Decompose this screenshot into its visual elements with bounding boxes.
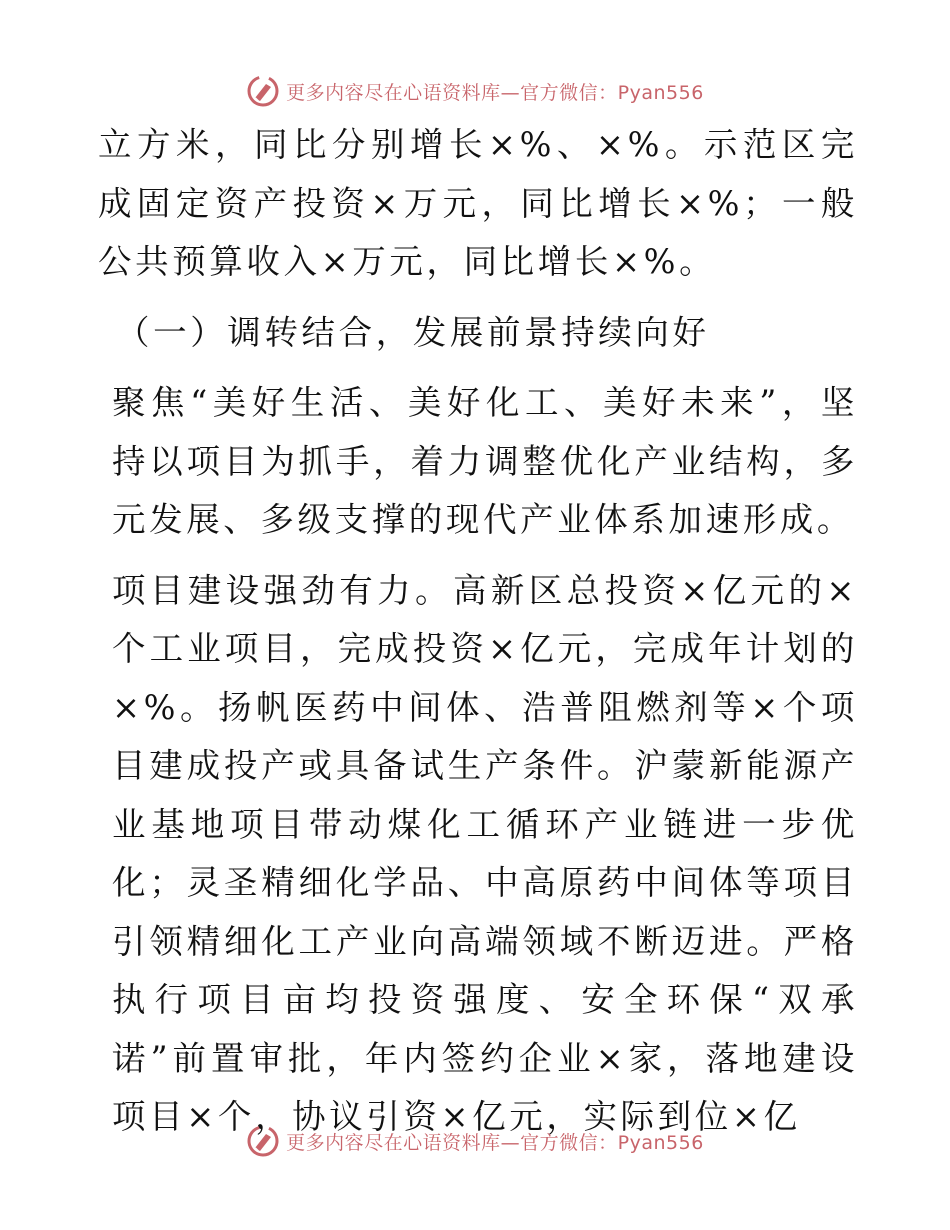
banner-text: 更多内容尽在心语资料库—官方微信：Pyan556 bbox=[286, 1131, 704, 1154]
document-body bbox=[98, 116, 858, 1147]
paragraph-projects: 项目建设强劲有力。高新区总投资×亿元的×个工业项目，完成投资×亿元，完成年计划的×%。扬帆医药中间体、浩普阻燃剂等×个项目建成投产或具备试生产条件。沪蒙新能源产业基地项目带动煤化工循环产业链进一步优化；灵圣精细化学品、中高原药中间体等项目引领精细化工产业向高端领域不断迈进。严格执行项目亩均投资强度、安全环保“双承诺”前置审批，年内签约企业×家，落地建设项目×个，协议引资×亿元，实际到位×亿 bbox=[112, 570, 858, 1136]
paragraph-continuation: 立方米，同比分别增长×%、×%。示范区完成固定资产投资×万元，同比增长×%；一般公共预算收入×万元，同比增长×%。 bbox=[98, 125, 858, 281]
footer-banner bbox=[0, 1121, 950, 1161]
brand-logo-icon bbox=[246, 74, 280, 108]
section-heading: （一）调转结合，发展前景持续向好 bbox=[116, 312, 710, 352]
brand-logo-icon bbox=[246, 1124, 280, 1158]
banner-text: 更多内容尽在心语资料库—官方微信：Pyan556 bbox=[286, 81, 704, 104]
header-banner bbox=[0, 71, 950, 111]
paragraph-intro: 聚焦“美好生活、美好化工、美好未来”，坚持以项目为抓手，着力调整优化产业结构，多元发展、多级支撑的现代产业体系加速形成。 bbox=[112, 383, 858, 539]
